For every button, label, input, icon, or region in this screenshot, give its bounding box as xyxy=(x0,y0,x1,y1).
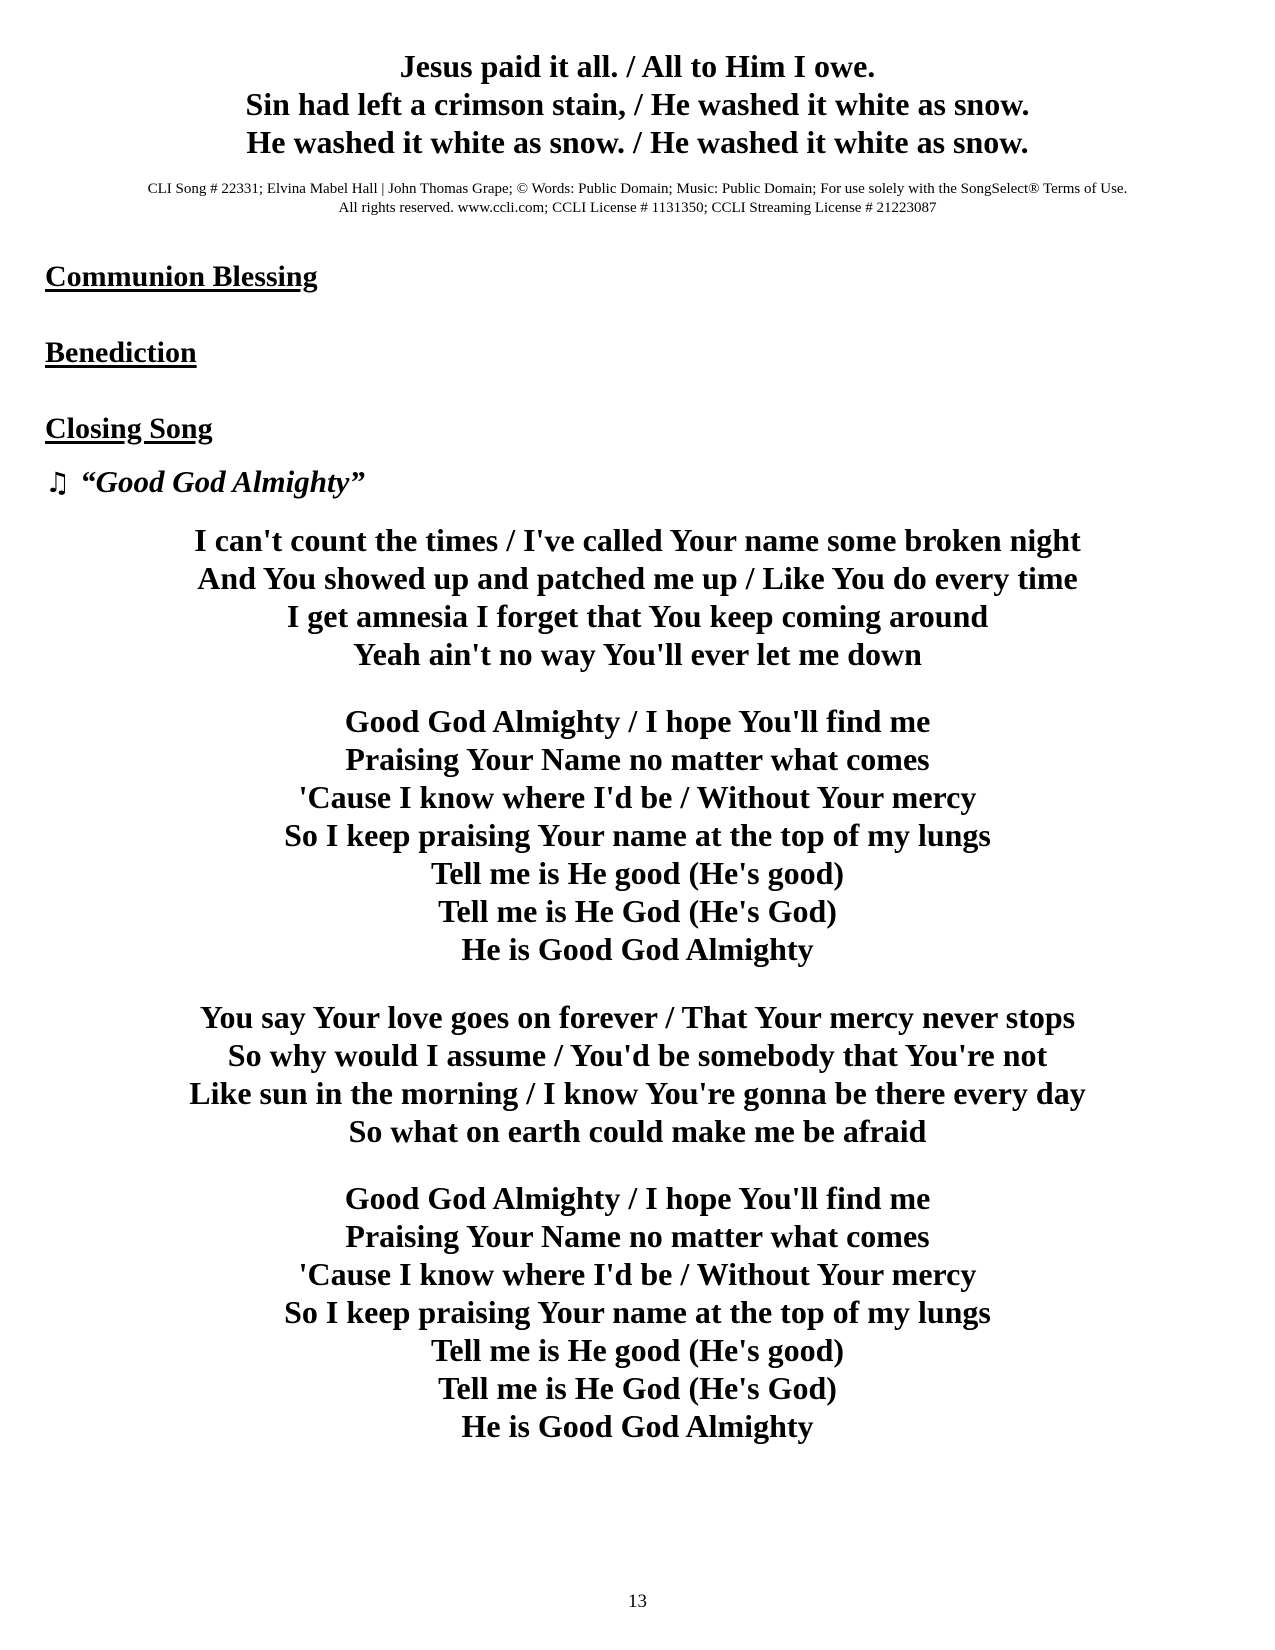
copyright-line: CLI Song # 22331; Elvina Mabel Hall | John Thomas Grape; © Words: Public Domain; Music: Public Domain; For use solely with the SongSelect® Terms of Use. xyxy=(147,181,1128,197)
verse-1 xyxy=(0,521,1275,673)
lyric-line: Tell me is He God (He's God) xyxy=(438,1370,837,1406)
lyric-line: Sin had left a crimson stain, / He washed it white as snow. xyxy=(245,86,1030,122)
lyric-line: Praising Your Name no matter what comes xyxy=(345,741,930,777)
copyright-line: All rights reserved. www.ccli.com; CCLI License # 1131350; CCLI Streaming License # 21223087 xyxy=(338,200,937,216)
music-note-icon: ♫ xyxy=(45,466,71,499)
lyric-line: So I keep praising Your name at the top of my lungs xyxy=(284,1294,991,1330)
lyric-line: Like sun in the morning / I know You're gonna be there every day xyxy=(189,1075,1086,1111)
heading-communion-blessing: Communion Blessing xyxy=(45,260,318,293)
lyric-line: He is Good God Almighty xyxy=(461,931,814,967)
chorus-2 xyxy=(0,1179,1275,1445)
lyric-line: Tell me is He good (He's good) xyxy=(430,855,845,891)
lyric-line: And You showed up and patched me up / Like You do every time xyxy=(197,560,1078,596)
lyric-line: 'Cause I know where I'd be / Without Your mercy xyxy=(298,1256,977,1292)
heading-benediction: Benediction xyxy=(45,336,197,369)
lyric-line: You say Your love goes on forever / That Your mercy never stops xyxy=(199,999,1076,1035)
lyric-line: I can't count the times / I've called Your name some broken night xyxy=(194,522,1081,558)
lyric-line: So I keep praising Your name at the top of my lungs xyxy=(284,817,991,853)
lyric-line: Tell me is He God (He's God) xyxy=(438,893,837,929)
lyric-line: So what on earth could make me be afraid xyxy=(348,1113,927,1149)
lyric-line: Tell me is He good (He's good) xyxy=(430,1332,845,1368)
lyric-line: So why would I assume / You'd be somebody that You're not xyxy=(227,1037,1048,1073)
copyright-notice xyxy=(0,180,1275,218)
heading-closing-song: Closing Song xyxy=(45,412,213,445)
lyric-line: Good God Almighty / I hope You'll find me xyxy=(344,703,931,739)
song-title-text: “Good God Almighty” xyxy=(80,464,365,499)
lyric-line: Yeah ain't no way You'll ever let me down xyxy=(353,636,922,672)
song-title xyxy=(45,463,365,502)
verse-2 xyxy=(0,998,1275,1150)
chorus-1 xyxy=(0,702,1275,968)
page-number: 13 xyxy=(628,1591,647,1612)
lyric-line: He washed it white as snow. / He washed it white as snow. xyxy=(246,124,1029,160)
lyric-line: He is Good God Almighty xyxy=(461,1408,814,1444)
lyric-line: Jesus paid it all. / All to Him I owe. xyxy=(399,48,876,84)
lyric-line: Good God Almighty / I hope You'll find me xyxy=(344,1180,931,1216)
lyric-line: I get amnesia I forget that You keep coming around xyxy=(286,598,989,634)
lyric-line: Praising Your Name no matter what comes xyxy=(345,1218,930,1254)
lyric-line: 'Cause I know where I'd be / Without Your mercy xyxy=(298,779,977,815)
hymn-ending-lyrics xyxy=(0,47,1275,161)
